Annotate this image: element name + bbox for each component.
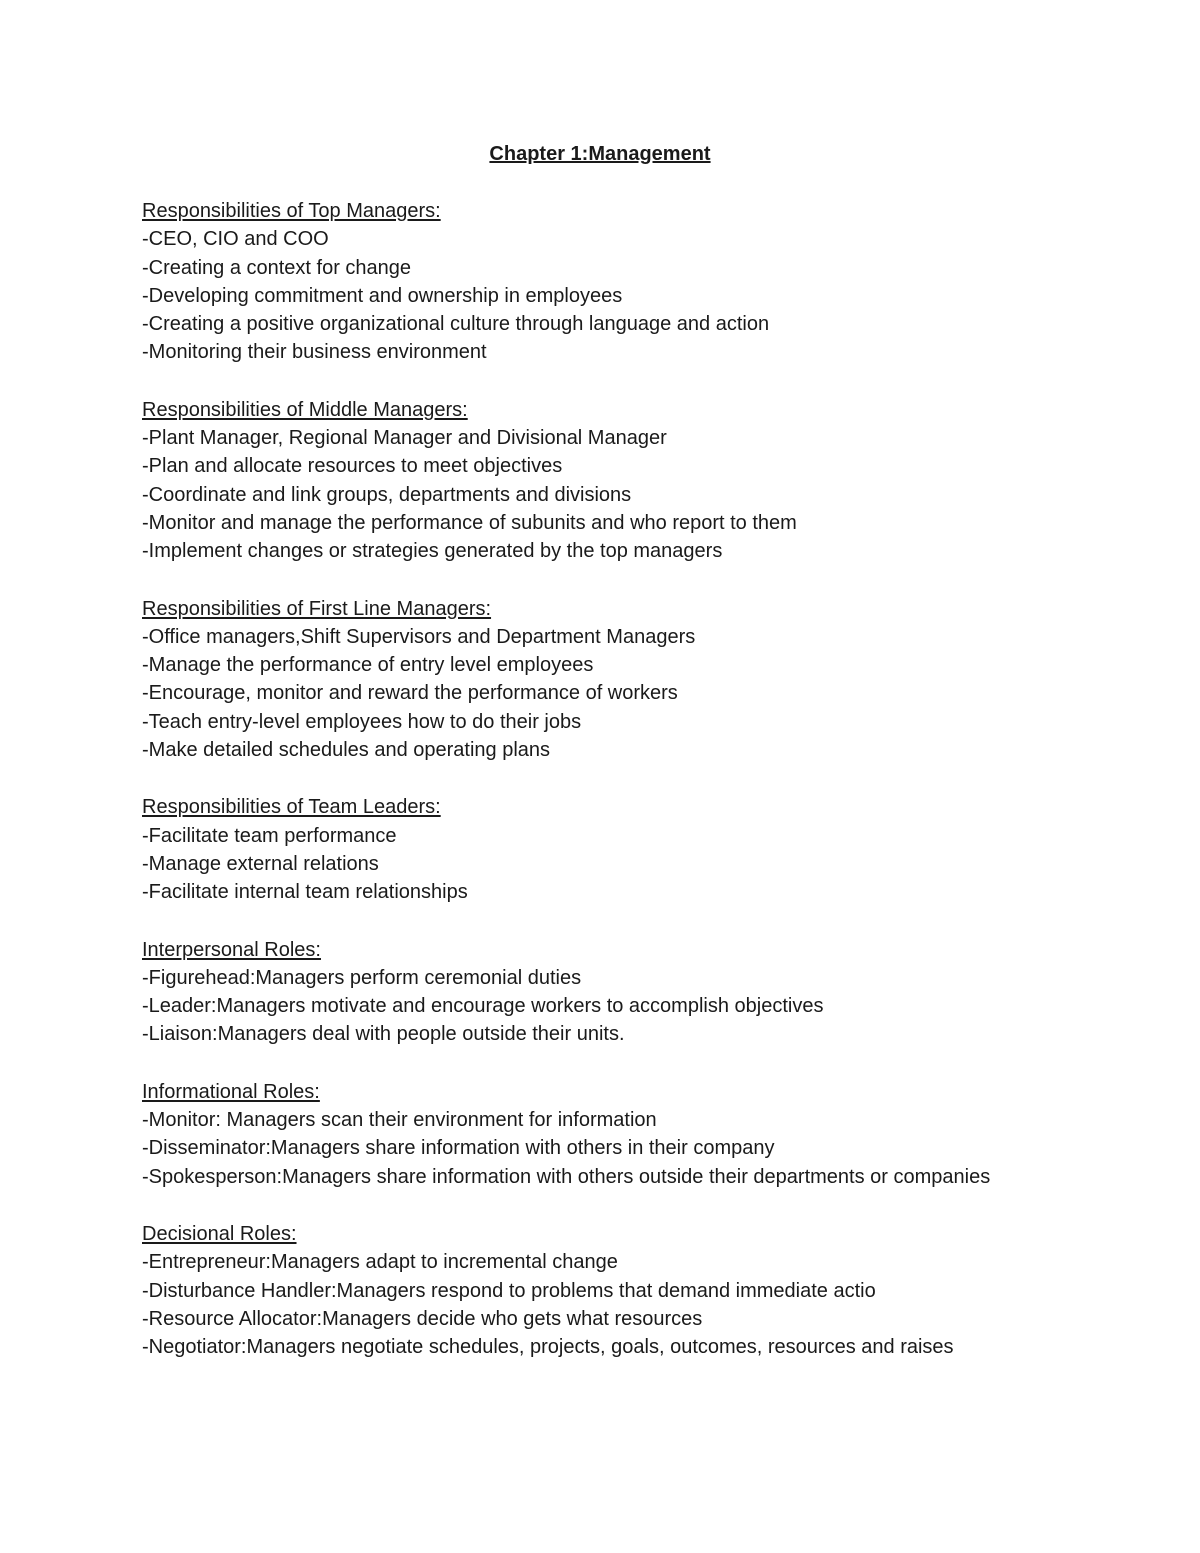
list-item: -Plan and allocate resources to meet objectives <box>142 455 563 478</box>
list-item: -Manage external relations <box>142 852 379 875</box>
list-item: -Teach entry-level employees how to do their jobs <box>142 710 582 733</box>
list-item: -CEO, CIO and COO <box>142 228 329 251</box>
list-item: -Negotiator:Managers negotiate schedules, projects, goals, outcomes, resources and raises <box>142 1336 954 1359</box>
section-heading: Decisional Roles: <box>142 1222 297 1245</box>
document-title: Chapter 1:Management <box>489 143 711 165</box>
section-informational-roles <box>142 1078 1092 1191</box>
list-item: -Manage the performance of entry level employees <box>142 654 594 677</box>
list-item: -Monitor: Managers scan their environment for information <box>142 1109 657 1132</box>
list-item: -Entrepreneur:Managers adapt to incremental change <box>142 1251 618 1274</box>
list-item: -Coordinate and link groups, departments and divisions <box>142 483 632 506</box>
section-first-line-managers <box>142 595 1092 765</box>
list-item: -Monitoring their business environment <box>142 341 487 364</box>
list-item: -Spokesperson:Managers share information with others outside their departments or companies <box>142 1165 991 1188</box>
section-middle-managers <box>142 396 1092 566</box>
list-item: -Figurehead:Managers perform ceremonial duties <box>142 966 582 989</box>
section-team-leaders <box>142 793 1092 906</box>
section-interpersonal-roles <box>142 936 1092 1049</box>
document-page <box>142 140 1092 1361</box>
list-item: -Developing commitment and ownership in employees <box>142 284 623 307</box>
list-item: -Monitor and manage the performance of subunits and who report to them <box>142 511 797 534</box>
list-item: -Resource Allocator:Managers decide who gets what resources <box>142 1307 703 1330</box>
section-top-managers <box>142 197 1092 367</box>
list-item: -Plant Manager, Regional Manager and Divisional Manager <box>142 427 667 450</box>
list-item: -Facilitate internal team relationships <box>142 881 468 904</box>
section-heading: Responsibilities of Team Leaders: <box>142 796 441 819</box>
list-item: -Office managers,Shift Supervisors and Department Managers <box>142 625 696 648</box>
list-item: -Creating a context for change <box>142 256 412 279</box>
list-item: -Implement changes or strategies generated by the top managers <box>142 540 723 563</box>
section-decisional-roles <box>142 1220 1092 1361</box>
section-heading: Informational Roles: <box>142 1080 320 1103</box>
list-item: -Make detailed schedules and operating plans <box>142 739 551 762</box>
list-item: -Encourage, monitor and reward the performance of workers <box>142 682 678 705</box>
list-item: -Leader:Managers motivate and encourage workers to accomplish objectives <box>142 995 824 1018</box>
section-heading: Responsibilities of Top Managers: <box>142 200 441 222</box>
spacer <box>142 168 1092 197</box>
list-item: -Creating a positive organizational culture through language and action <box>142 313 770 336</box>
list-item: -Facilitate team performance <box>142 824 397 847</box>
list-item: -Disturbance Handler:Managers respond to problems that demand immediate actio <box>142 1279 876 1302</box>
section-heading: Interpersonal Roles: <box>142 938 321 961</box>
list-item: -Disseminator:Managers share information with others in their company <box>142 1137 775 1160</box>
list-item: -Liaison:Managers deal with people outside their units. <box>142 1023 625 1046</box>
section-heading: Responsibilities of Middle Managers: <box>142 398 468 421</box>
section-heading: Responsibilities of First Line Managers: <box>142 597 492 620</box>
